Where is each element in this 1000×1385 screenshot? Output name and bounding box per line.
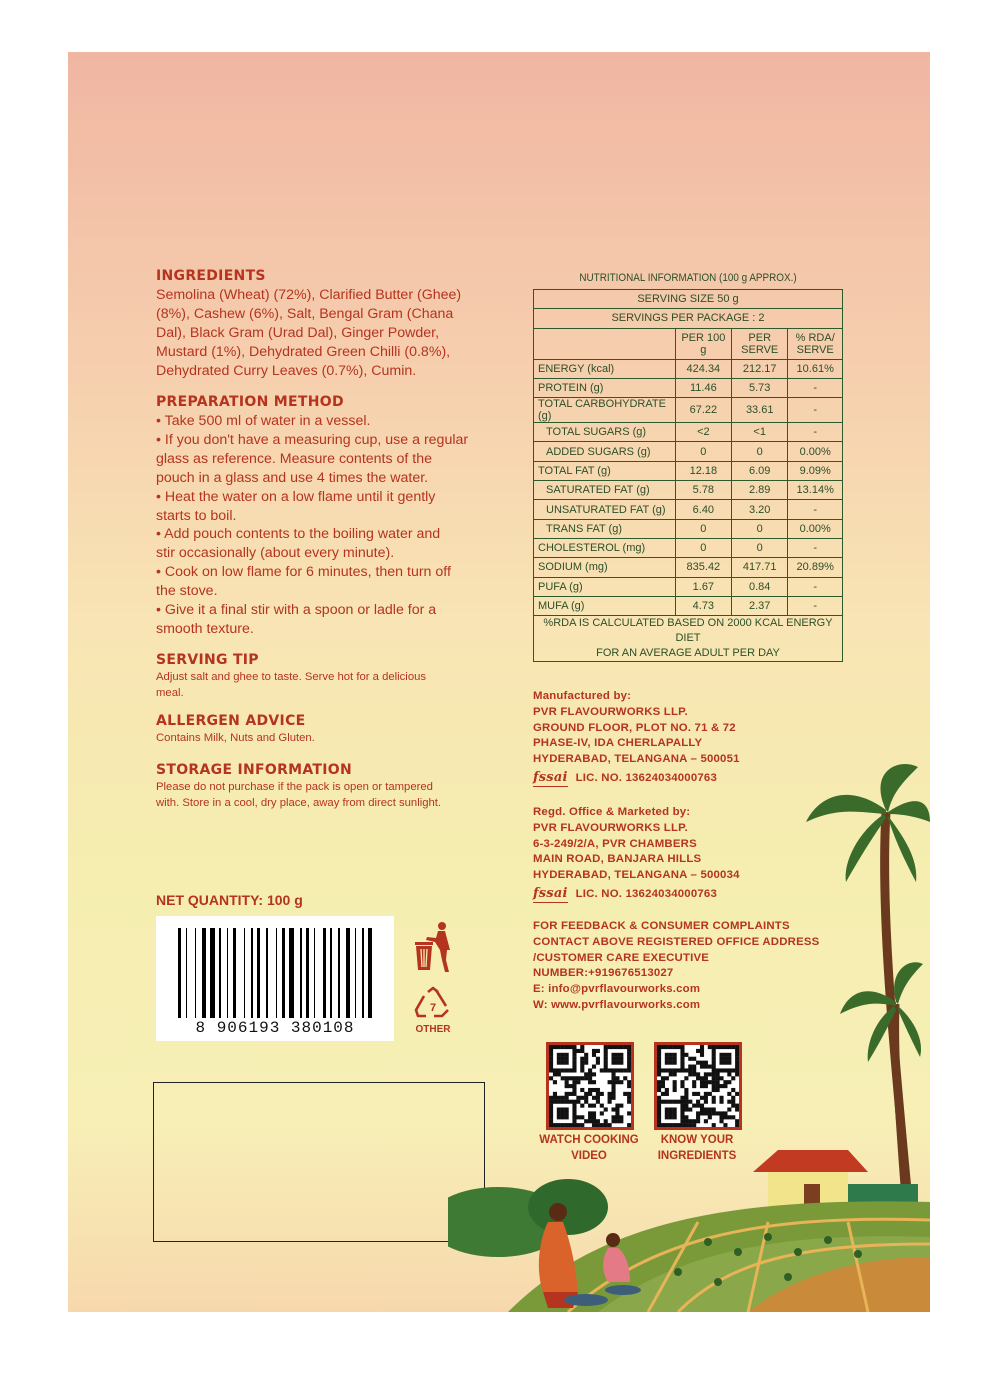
contact-email: E: info@pvrflavourworks.com (533, 983, 701, 996)
nutrient-name: UNSATURATED FAT (g) (534, 500, 676, 519)
value-per-100g: 4.73 (675, 596, 731, 615)
barcode-bar (195, 928, 197, 1018)
text-line: • Give it a final stir with a spoon or ladle for a (156, 602, 437, 619)
recycle-number: 7 (429, 1002, 437, 1014)
nutrient-name: TOTAL SUGARS (g) (534, 423, 676, 442)
barcode-bar (266, 928, 268, 1018)
nutrition-row (534, 558, 843, 577)
serving-size: SERVING SIZE 50 g (534, 290, 843, 309)
value-per-100g: 12.18 (675, 461, 731, 480)
barcode-bar (338, 928, 340, 1018)
value-rda: 10.61% (788, 359, 843, 378)
text-line: • Heat the water on a low flame until it gently (156, 488, 436, 505)
value-rda: - (788, 378, 843, 397)
footnote-line: FOR AN AVERAGE ADULT PER DAY (596, 647, 780, 660)
value-per-serve: 212.17 (731, 359, 787, 378)
nutrient-name: ADDED SUGARS (g) (534, 442, 676, 461)
nutrition-row (534, 596, 843, 615)
text-line: Regd. Office & Marketed by: (533, 806, 691, 818)
barcode-bar (346, 928, 351, 1018)
text-line: FOR FEEDBACK & CONSUMER COMPLAINTS (533, 920, 790, 932)
value-per-serve: 3.20 (731, 500, 787, 519)
value-per-serve: 0 (731, 519, 787, 538)
per100-col-header: PER 100 g (675, 328, 731, 359)
value-rda: - (788, 538, 843, 557)
value-rda: - (788, 398, 843, 423)
value-per-100g: <2 (675, 423, 731, 442)
value-rda: 9.09% (788, 461, 843, 480)
value-per-serve: 2.89 (731, 481, 787, 500)
qr-label-line: WATCH COOKING (539, 1134, 639, 1146)
barcode-bar (233, 928, 236, 1018)
text-line: smooth texture. (156, 620, 254, 637)
fssai-logo: fssai (533, 769, 568, 785)
barcode-bar (289, 928, 294, 1018)
text-line: HYDERABAD, TELANGANA – 500051 (533, 753, 740, 766)
barcode-bar (244, 928, 246, 1018)
barcode-bar (362, 928, 364, 1018)
barcode-bar (330, 928, 332, 1018)
nutrient-name: TOTAL FAT (g) (534, 461, 676, 480)
contact-website: W: www.pvrflavourworks.com (533, 998, 701, 1011)
text-line: Semolina (Wheat) (72%), Clarified Butter (Ghee) (156, 287, 462, 303)
value-per-100g: 424.34 (675, 359, 731, 378)
text-line: the stove. (156, 583, 218, 600)
barcode-bar (282, 928, 285, 1018)
pack-back-panel (68, 52, 930, 1312)
text-line: Dal), Black Gram (Urad Dal), Ginger Powder, (156, 324, 440, 341)
text-line: CONTACT ABOVE REGISTERED OFFICE ADDRESS (533, 935, 820, 948)
nutrient-name: TOTAL CARBOHYDRATE (g) (534, 398, 676, 423)
value-per-100g: 0 (675, 538, 731, 557)
nutrient-name: SODIUM (mg) (534, 558, 676, 577)
nutrient-name: PUFA (g) (534, 577, 676, 596)
net-quantity: NET QUANTITY: 100 g (156, 892, 303, 908)
license-number: LIC. NO. 13624034000763 (575, 771, 717, 784)
nutrition-footnote (534, 616, 843, 662)
nutrition-title: NUTRITIONAL INFORMATION (100 g APPROX.) (579, 272, 797, 284)
nutrient-name: PROTEIN (g) (534, 378, 676, 397)
text-line: Adjust salt and ghee to taste. Serve hot for a delicious (156, 671, 427, 683)
text-line: PVR FLAVOURWORKS LLP. (533, 705, 688, 718)
value-rda: - (788, 500, 843, 519)
barcode (156, 916, 394, 1041)
ingredients-heading: INGREDIENTS (156, 268, 266, 284)
value-per-serve: 5.73 (731, 378, 787, 397)
barcode-bars (178, 928, 370, 1018)
storage-heading: STORAGE INFORMATION (156, 762, 353, 778)
nutrition-row (534, 519, 843, 538)
nutrient-name: SATURATED FAT (g) (534, 481, 676, 500)
barcode-bar (306, 928, 309, 1018)
barcode-bar (210, 928, 215, 1018)
text-line: pouch in a glass and use 4 times the water. (156, 469, 429, 486)
text-line: glass as reference. Measure contents of the (156, 450, 433, 467)
nutrition-row (534, 423, 843, 442)
text-line: NUMBER:+919676513027 (533, 967, 674, 980)
text-line: • Take 500 ml of water in a vessel. (156, 413, 371, 429)
text-line: with. Store in a cool, dry place, away from direct sunlight. (156, 796, 442, 809)
nutrition-row (534, 359, 843, 378)
text-line: • If you don't have a measuring cup, use a regular (156, 431, 469, 448)
text-line: starts to boil. (156, 507, 237, 524)
value-per-serve: <1 (731, 423, 787, 442)
fssai-logo: fssai (533, 885, 568, 901)
value-per-serve: 0.84 (731, 577, 787, 596)
barcode-bar (368, 928, 371, 1018)
text-line: /CUSTOMER CARE EXECUTIVE (533, 951, 710, 964)
nutrition-row (534, 442, 843, 461)
barcode-bar (227, 928, 229, 1018)
nutrition-row (534, 538, 843, 557)
text-line: Contains Milk, Nuts and Gluten. (156, 732, 315, 744)
barcode-bar (186, 928, 188, 1018)
text-line: HYDERABAD, TELANGANA – 500034 (533, 869, 740, 882)
barcode-bar (314, 928, 316, 1018)
serving-tip-text (156, 670, 426, 701)
value-rda: - (788, 423, 843, 442)
nutrient-name: TRANS FAT (g) (534, 519, 676, 538)
allergen-text (156, 731, 315, 747)
text-line: 6-3-249/2/A, PVR CHAMBERS (533, 837, 697, 850)
barcode-bar (219, 928, 221, 1018)
ingredients-text (156, 286, 461, 381)
text-line: • Cook on low flame for 6 minutes, then turn off (156, 564, 451, 581)
serving-tip-heading: SERVING TIP (156, 652, 259, 668)
license-number: LIC. NO. 13624034000763 (575, 887, 717, 900)
value-per-100g: 11.46 (675, 378, 731, 397)
barcode-bar (257, 928, 260, 1018)
footnote-line: %RDA IS CALCULATED BASED ON 2000 KCAL ENERGY DIET (543, 617, 833, 645)
qr-label-line: INGREDIENTS (657, 1150, 737, 1162)
value-rda: 0.00% (788, 519, 843, 538)
nutrient-name: CHOLESTEROL (mg) (534, 538, 676, 557)
text-line: • Add pouch contents to the boiling water and (156, 526, 441, 543)
value-per-serve: 0 (731, 442, 787, 461)
text-line: GROUND FLOOR, PLOT NO. 71 & 72 (533, 721, 736, 734)
value-rda: 20.89% (788, 558, 843, 577)
value-rda: - (788, 596, 843, 615)
batch-stamp-box (153, 1082, 485, 1242)
barcode-number: 8 906193 380108 (195, 1019, 355, 1037)
allergen-heading: ALLERGEN ADVICE (156, 713, 306, 729)
value-rda: 0.00% (788, 442, 843, 461)
value-per-100g: 0 (675, 442, 731, 461)
nutrition-row (534, 398, 843, 423)
barcode-bar (300, 928, 302, 1018)
value-per-100g: 67.22 (675, 398, 731, 423)
nutrient-name: ENERGY (kcal) (534, 359, 676, 378)
value-per-serve: 2.37 (731, 596, 787, 615)
value-rda: - (788, 577, 843, 596)
nutrition-table (533, 289, 843, 662)
text-line: Manufactured by: (533, 690, 632, 702)
value-per-serve: 6.09 (731, 461, 787, 480)
village-farm-illustration (448, 752, 930, 1312)
nutrition-row (534, 577, 843, 596)
value-per-100g: 1.67 (675, 577, 731, 596)
nutrition-row (534, 461, 843, 480)
value-per-100g: 5.78 (675, 481, 731, 500)
text-line: meal. (156, 686, 184, 699)
text-line: MAIN ROAD, BANJARA HILLS (533, 853, 702, 866)
text-line: PVR FLAVOURWORKS LLP. (533, 821, 688, 834)
perserve-col-header: PER SERVE (731, 328, 787, 359)
barcode-bar (276, 928, 278, 1018)
text-line: Please do not purchase if the pack is open or tampered (156, 781, 433, 793)
nutrition-row (534, 500, 843, 519)
text-line: stir occasionally (about every minute). (156, 545, 395, 562)
text-line: PHASE-IV, IDA CHERLAPALLY (533, 737, 703, 750)
value-per-100g: 6.40 (675, 500, 731, 519)
value-per-100g: 835.42 (675, 558, 731, 577)
barcode-bar (251, 928, 253, 1018)
preparation-text (156, 412, 468, 639)
storage-text (156, 780, 441, 811)
barcode-bar (202, 928, 205, 1018)
barcode-bar (178, 928, 181, 1018)
text-line: (8%), Cashew (6%), Salt, Bengal Gram (Chana (156, 305, 454, 322)
rda-col-header: % RDA/ SERVE (788, 328, 843, 359)
barcode-bar (323, 928, 326, 1018)
preparation-heading: PREPARATION METHOD (156, 394, 344, 410)
value-per-serve: 0 (731, 538, 787, 557)
nutrient-name: MUFA (g) (534, 596, 676, 615)
nutrition-row (534, 378, 843, 397)
nutrition-row (534, 481, 843, 500)
recycle-label: OTHER (415, 1024, 451, 1035)
barcode-bar (355, 928, 357, 1018)
value-per-serve: 33.61 (731, 398, 787, 423)
value-per-serve: 417.71 (731, 558, 787, 577)
text-line: Mustard (1%), Dehydrated Green Chilli (0.8%), (156, 343, 451, 360)
servings-per-package: SERVINGS PER PACKAGE : 2 (534, 309, 843, 328)
nutrient-col-header (534, 328, 676, 359)
value-per-100g: 0 (675, 519, 731, 538)
qr-label-line: KNOW YOUR (660, 1134, 734, 1146)
text-line: Dehydrated Curry Leaves (0.7%), Cumin. (156, 362, 417, 379)
qr-label-line: VIDEO (571, 1150, 607, 1162)
value-rda: 13.14% (788, 481, 843, 500)
